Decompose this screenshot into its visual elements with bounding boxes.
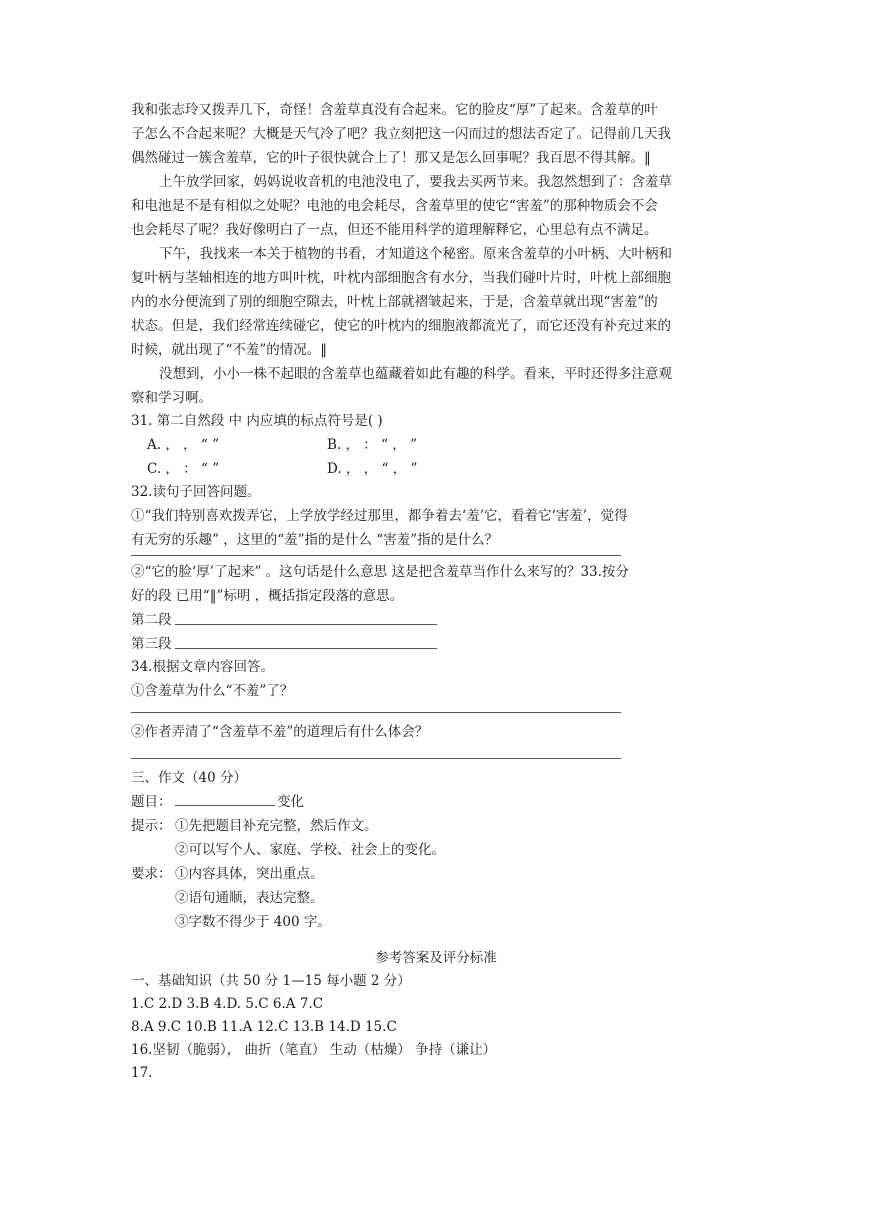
answers-row: 1.C 2.D 3.B 4.D. 5.C 6.A 7.C — [131, 996, 324, 1012]
question-33-para3-label: 第三段 — [131, 636, 172, 652]
answer-line — [131, 758, 621, 759]
answers-row: 8.A 9.C 10.B 11.A 12.C 13.B 14.D 15.C — [131, 1019, 397, 1035]
composition-title-suffix: 变化 — [277, 794, 304, 810]
question-32-sub2-cont: 好的段 已用“‖”标明 ，概括指定段落的意思。 — [131, 588, 404, 604]
answer-line — [175, 624, 437, 625]
passage-line: 察和学习啊。 — [131, 390, 212, 406]
passage-line: 内的水分便流到了别的细胞空隙去，叶枕上部就褶皱起来，于是，含羞草就出现“害羞”的 — [131, 294, 658, 310]
title-blank-line — [175, 805, 275, 806]
composition-requirement-1: ①内容具体，突出重点。 — [175, 866, 324, 882]
answers-title: 参考答案及评分标准 — [375, 950, 497, 966]
composition-hint-1: ①先把题目补充完整，然后作文。 — [175, 818, 378, 834]
question-32-stem: 32.读句子回答问题。 — [131, 484, 261, 500]
question-32-sub1-cont: 有无穷的乐趣” ，这里的“羞”指的是什么 “害羞”指的是什么？ — [131, 532, 499, 548]
passage-line: 我和张志玲又拨弄几下，奇怪！含羞草真没有合起来。它的脸皮“厚”了起来。含羞草的叶 — [131, 102, 658, 118]
question-31-option-b: B. ， ： “ ， ” — [327, 437, 417, 453]
question-32-sub2: ②“它的脸‘厚’了起来” 。这句话是什么意思 这是把含羞草当作什么来写的？33.按分 — [131, 564, 629, 580]
answers-row: 16.坚韧（脆弱）， 曲折（笔直） 生动（枯燥） 争持（谦让） — [131, 1042, 497, 1058]
composition-title-prefix: 题目： — [131, 794, 172, 810]
passage-line: 下午，我找来一本关于植物的书看，才知道这个秘密。原来含羞草的小叶柄、大叶柄和 — [159, 246, 672, 262]
composition-heading: 三、作文（40 分） — [131, 770, 247, 786]
composition-requirement-label: 要求： — [131, 866, 172, 882]
question-31-option-c: C. ， ： “ ” — [147, 461, 220, 477]
composition-hint-2: ②可以写个人、家庭、学校、社会上的变化。 — [175, 842, 445, 858]
passage-line: 没想到，小小一株不起眼的含羞草也蕴藏着如此有趣的科学。看来，平时还得多注意观 — [159, 366, 672, 382]
question-32-sub1: ①“我们特别喜欢拨弄它，上学放学经过那里，都争着去‘羞’它，看着它‘害羞’，觉得 — [131, 508, 628, 524]
question-31-option-d: D. ， ， “ ， ” — [327, 461, 418, 477]
composition-requirement-3: ③字数不得少于 400 字。 — [175, 914, 331, 930]
question-34-sub2: ②作者弄清了“含羞草不羞”的道理后有什么体会？ — [131, 724, 429, 740]
passage-line: 复叶柄与茎轴相连的地方叫叶枕，叶枕内部细胞含有水分，当我们碰叶片时，叶枕上部细胞 — [131, 270, 671, 286]
answer-line — [131, 712, 621, 713]
passage-line: 子怎么不合起来呢？大概是天气冷了吧？我立刻把这一闪而过的想法否定了。记得前几天我 — [131, 126, 671, 142]
passage-line: 上午放学回家，妈妈说收音机的电池没电了，要我去买两节来。我忽然想到了：含羞草 — [159, 174, 672, 190]
answer-line — [131, 555, 621, 556]
answers-section-1: 一、基础知识（共 50 分 1—15 每小题 2 分） — [131, 973, 411, 989]
passage-line: 也会耗尽了呢？我好像明白了一点，但还不能用科学的道理解释它，心里总有点不满足。 — [131, 222, 658, 238]
question-31-stem: 31. 第二自然段 中 内应填的标点符号是( ) — [131, 413, 383, 429]
question-34-stem: 34.根据文章内容回答。 — [131, 659, 274, 675]
passage-line: 时候，就出现了“不羞”的情况。‖ — [131, 342, 328, 358]
passage-line: 偶然碰过一簇含羞草，它的叶子很快就合上了！那又是怎么回事呢？我百思不得其解。‖ — [131, 150, 651, 166]
composition-hint-label: 提示： — [131, 818, 172, 834]
answer-line — [175, 648, 437, 649]
passage-line: 和电池是不是有相似之处呢？电池的电会耗尽，含羞草里的使它“害羞”的那种物质会不会 — [131, 198, 658, 214]
question-34-sub1: ①含羞草为什么“不羞”了？ — [131, 683, 294, 699]
passage-line: 状态。但是，我们经常连续碰它，使它的叶枕内的细胞液都流光了，而它还没有补充过来的 — [131, 318, 671, 334]
answers-row: 17. — [131, 1065, 153, 1081]
composition-requirement-2: ②语句通顺，表达完整。 — [175, 890, 324, 906]
question-33-para2-label: 第二段 — [131, 612, 172, 628]
question-31-option-a: A. ， ， “ ” — [147, 437, 220, 453]
